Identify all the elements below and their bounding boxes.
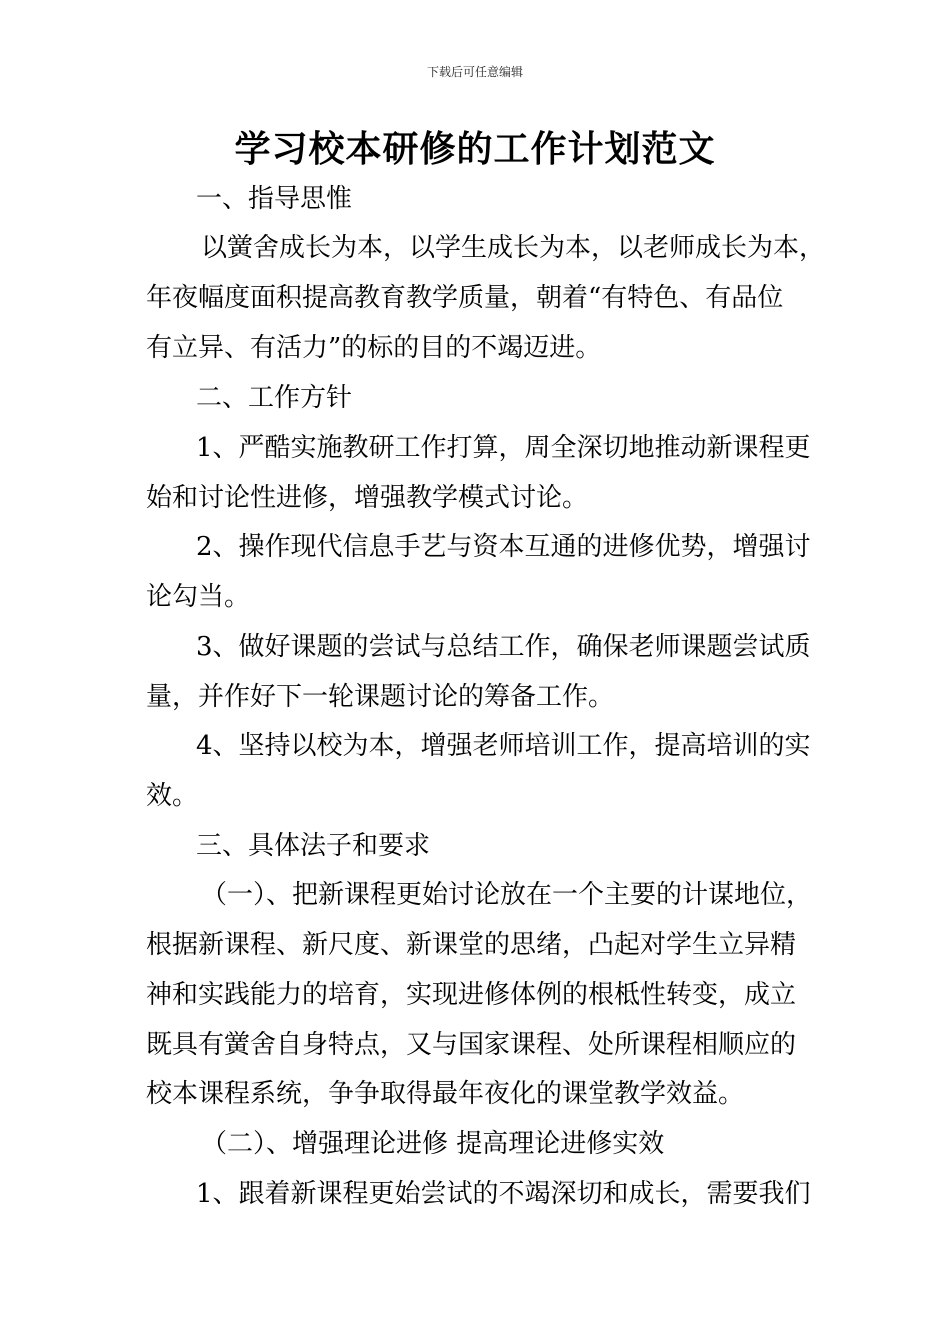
subsection-heading: （一）、把新课程更始讨论放在一个主要的计谋地位，: [201, 880, 813, 910]
page-header-note: 下载后可任意编辑: [426, 65, 523, 79]
paragraph-line: 1、跟着新课程更始尝试的不竭深切和成长，需要我们: [196, 1179, 811, 1209]
paragraph-line: 论勾当。: [146, 582, 251, 612]
paragraph-line: 1、严酷实施教研工作打算，周全深切地推动新课程更: [196, 433, 811, 463]
section-heading-work-goals: 二、工作方针: [196, 383, 353, 413]
paragraph-line: 神和实践能力的培育，实现进修体例的根柢性转变，成立: [146, 980, 797, 1010]
paragraph-line: 既具有黉舍自身特点，又与国家课程、处所课程相顺应的: [146, 1030, 797, 1060]
paragraph-line: 效。: [146, 781, 199, 811]
paragraph-line: 以黉舍成长为本，以学生成长为本，以老师成长为本，: [201, 233, 826, 263]
paragraph-line: 2、操作现代信息手艺与资本互通的进修优势，增强讨: [196, 532, 811, 562]
paragraph-line: 年夜幅度面积提高教育教学质量，朝着“有特色、有品位: [146, 283, 784, 313]
subsection-heading: （二）、增强理论进修 提高理论进修实效: [201, 1129, 665, 1159]
paragraph-line: 校本课程系统，争争取得最年夜化的课堂教学效益。: [146, 1079, 745, 1109]
paragraph-line: 始和讨论性进修，增强教学模式讨论。: [146, 483, 589, 513]
paragraph-line: 根据新课程、新尺度、新课堂的思绪，凸起对学生立异精: [146, 930, 797, 960]
document-title: 学习校本研修的工作计划范文: [234, 128, 716, 170]
paragraph-line: 量，并作好下一轮课题讨论的筹备工作。: [146, 682, 615, 712]
paragraph-line: 3、做好课题的尝试与总结工作，确保老师课题尝试质: [196, 632, 811, 662]
paragraph-line: 4、坚持以校为本，增强老师培训工作，提高培训的实: [196, 731, 811, 761]
paragraph-line: 有立异、有活力”的标的目的不竭迈进。: [146, 333, 602, 363]
section-heading-guiding-thought: 一、指导思惟: [196, 184, 353, 214]
section-heading-measures: 三、具体法子和要求: [196, 831, 431, 861]
